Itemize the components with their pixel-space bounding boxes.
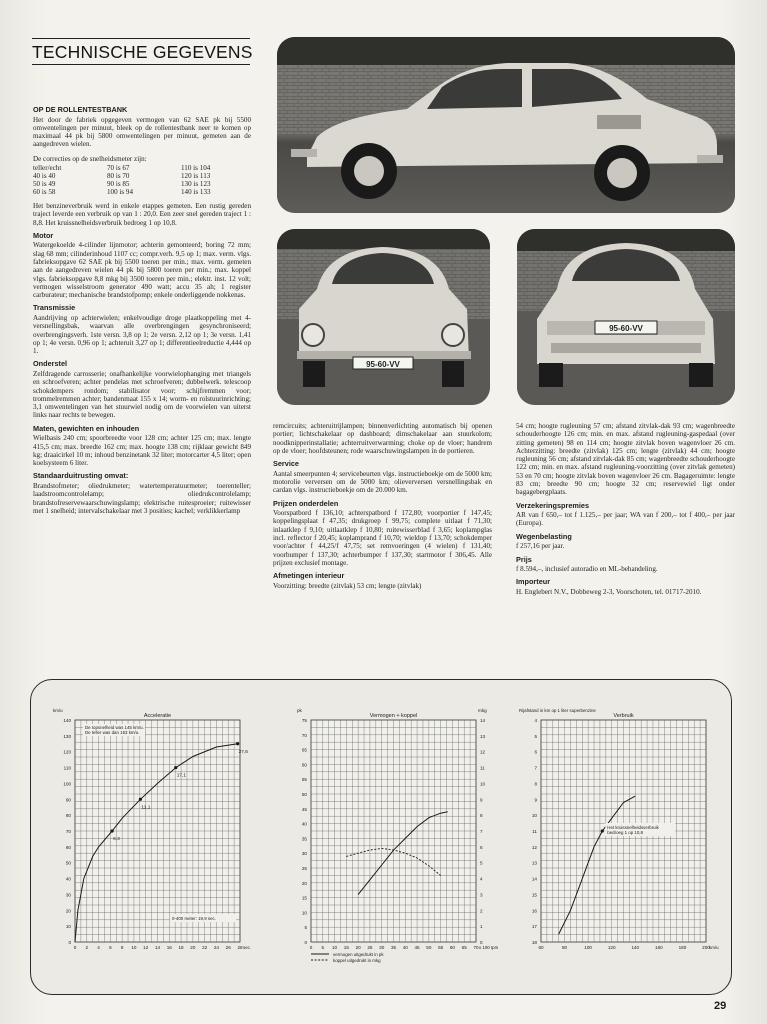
section-text: remcircuits; achteruitrijlampen; binnenverlichting automatisch bij openen portier; lichtschakelaar op dashboard; dimschakelaar aan stuurkolom; noodknipperinstallatie; achterruitverwarming; choke op de vloer; handrem op de vloer; hoofdsteunen; rode waarschuwingslampen in de portieren. <box>273 422 492 455</box>
y-tick-label: 16 <box>531 908 537 914</box>
x-tick-label: 0 <box>309 945 313 950</box>
section-heading: Afmetingen interieur <box>273 571 345 581</box>
y2-tick-label: 10 <box>480 781 486 787</box>
y-tick-label: 50 <box>65 860 71 866</box>
y-tick-label: 130 <box>63 733 71 739</box>
section-text: Watergekoelde 4-cilinder lijnmotor; achterin gemonteerd; boring 72 mm; slag 68 mm; cilinderinhoud 1107 cc; compr.verh. 9,5 op 1; max. verm. vlgs. fabrieksopgave 62 SAE pk bij 5500 toeren per min.; max. verm. gemeten aan de aangedreven wielen 44 pk bij 5800 toeren per min.; max. koppel vlgs. fabrieksopgave 8,8 mkg bij 3500 toeren per min.; elektr. inst. 12 volt; vermogen wisselstroom generator 490 watt; accu 35 ah; 1 register carburateur; mechanische brandstofpomp; enkele onderliggende nokkenas. <box>33 241 251 300</box>
y-tick-label: 40 <box>65 876 71 882</box>
point-label: 11,1 <box>141 805 151 811</box>
x-tick-label: 16 <box>166 945 172 950</box>
x-tick-label: 60 <box>538 945 544 950</box>
x-tick-label: 6 <box>109 945 112 950</box>
x-tick-label: 20 <box>355 945 361 950</box>
y-tick-label: 0 <box>304 940 307 945</box>
y-tick-label: 5 <box>304 925 307 931</box>
y-tick-label: 5 <box>534 733 537 739</box>
y-tick-label: 20 <box>301 880 307 886</box>
section-text: 54 cm; hoogte rugleuning 57 cm; afstand zitvlak-dak 93 cm; wagenbreedte schouderhoogte 126 cm; min. en max. afstand rugleuning-gaspedaal (over zitting gemeten) 98 en 114 cm; hoogte zitvlak boven wagenvloer 26 cm. Achterzitting: breedte (zitvlak) 125 cm; lengte (zitvlak) 44 cm; hoogte rugleuning 56 cm; afstand zitvlak-dak 85 cm; wagenbreedte schouderhoogte 122 cm; min. en max. afstand rugleuning-voorzitting (over zitvlak gemeten) 53 en 70 cm; hoogte zitvlak boven wagenvloer 26 cm. Bagageruimte: lengte 83 cm; breedte 90 cm; hoogte 32 cm; reservewiel ligt onder bagagebergplaats. <box>516 422 735 497</box>
consumption-chart-svg <box>501 698 723 974</box>
data-point <box>174 766 177 769</box>
text-column-1 <box>33 101 251 515</box>
legend-label-power: vermogen uitgedrukt in pk <box>333 952 384 957</box>
correction-cell: 100 is 94 <box>107 187 134 196</box>
y-tick-label: 15 <box>531 892 537 898</box>
point-label: 6,3 <box>113 837 120 842</box>
data-point <box>601 829 604 832</box>
y-tick-label: 110 <box>63 765 71 771</box>
page-title: TECHNISCHE GEGEVENS <box>32 38 250 65</box>
correction-cell: 90 is 85 <box>107 179 130 188</box>
section-heading: Standaarduitrusting omvat: <box>33 471 129 481</box>
y2-tick-label: 0 <box>480 940 483 945</box>
correction-cell: 110 is 104 <box>181 163 211 172</box>
x-tick-label: 100 <box>584 945 592 950</box>
x-tick-label: 70 <box>473 945 479 950</box>
section-text: Aandrijving op achterwielen; enkelvoudige droge plaatkoppeling met 4-versnellingsbak, waarvan alle overbrengingen gesynchroniseerd; overbrengingsverh. 1ste versn. 3,8 op 1; 2e versn. 2,12 op 1; 3e versn. 1,41 op 1; 4e versn. 0,96 op 1; achteruit 3,27 op 1; differentieelreductie 4,444 op 1. <box>33 313 251 356</box>
section-heading: Wegenbelasting <box>516 531 572 541</box>
x-tick-label: 20 <box>190 945 196 950</box>
car-rear-photo <box>517 229 735 405</box>
x-tick-label: 180 <box>678 945 687 950</box>
section-heading: Importeur <box>516 577 551 587</box>
y2-tick-label: 9 <box>480 797 483 803</box>
y-tick-label: 30 <box>301 851 307 857</box>
y2-tick-label: 7 <box>480 829 483 834</box>
legend-label-torque: koppel uitgedrukt in mkg <box>333 958 381 963</box>
y2-tick-label: 2 <box>480 908 483 914</box>
x-tick-label: 55 <box>438 945 444 950</box>
y-tick-label: 9 <box>534 797 537 803</box>
x-tick-label: 5 <box>321 945 325 950</box>
x-tick-label: 12 <box>143 945 149 950</box>
y2-tick-label: 3 <box>480 892 483 898</box>
section-heading: Onderstel <box>33 359 68 369</box>
correction-cell: 70 is 67 <box>107 163 130 172</box>
y-tick-label: 120 <box>63 749 71 755</box>
y-tick-label: 7 <box>534 765 537 771</box>
y-tick-label: 75 <box>301 718 307 723</box>
x-tick-label: 40 <box>402 945 408 950</box>
correction-cell: 60 is 58 <box>33 187 56 196</box>
y-tick-label: 10 <box>301 910 307 916</box>
correction-cell: 50 is 49 <box>33 179 56 188</box>
section-text: f 257,16 per jaar. <box>516 542 565 551</box>
data-point <box>139 798 142 801</box>
x-tick-label: 4 <box>97 945 100 950</box>
y-tick-label: 35 <box>301 836 307 842</box>
data-point <box>111 829 114 832</box>
y-tick-label: 6 <box>534 749 537 755</box>
correction-cell: 80 is 70 <box>107 171 130 180</box>
y-tick-label: 80 <box>65 813 71 819</box>
x-tick-label: 65 <box>461 945 467 950</box>
y2-tick-label: 4 <box>480 876 483 882</box>
performance-charts-panel <box>30 679 732 995</box>
y-tick-label: 14 <box>531 876 537 882</box>
x-tick-label: 140 <box>631 945 640 950</box>
annotation: bedroeg 1 op 10,8 <box>607 830 643 835</box>
y2-axis-unit: mkg <box>478 708 487 713</box>
intro-text: Het door de fabriek opgegeven vermogen van 62 SAE pk bij 5500 omwentelingen per minuut, bleek op de rollentestbank neer te komen op maximaal 44 pk bij 5800 omwentelingen per minuut, gemeten aan de aangedreven wielen. <box>33 115 251 149</box>
page-number: 29 <box>714 1000 727 1012</box>
x-tick-label: 14 <box>154 945 161 950</box>
x-axis-unit: km/u <box>709 945 719 950</box>
annotation: De topsnelheid was 145 km/u. <box>85 725 144 730</box>
y-tick-label: 18 <box>531 940 537 945</box>
section-heading: Maten, gewichten en inhouden <box>33 423 140 433</box>
section-heading: Motor <box>33 230 54 240</box>
x-tick-label: 15 <box>343 945 349 950</box>
x-tick-label: 8 <box>120 945 124 950</box>
y-tick-label: 12 <box>531 844 537 850</box>
correction-cell: 120 is 113 <box>181 171 211 180</box>
y-tick-label: 65 <box>301 747 307 753</box>
correction-cell: 40 is 40 <box>33 171 56 180</box>
y-tick-label: 10 <box>531 813 537 819</box>
front-license-plate: 95-60-VV <box>366 360 400 369</box>
y2-tick-label: 6 <box>480 844 483 850</box>
y-tick-label: 17 <box>531 924 537 930</box>
y-tick-label: 25 <box>301 866 307 871</box>
acceleration-chart <box>35 698 261 979</box>
y-tick-label: 8 <box>534 781 537 787</box>
x-tick-label: 160 <box>655 945 663 950</box>
point-label: 17,1 <box>176 773 187 779</box>
y-tick-label: 140 <box>63 718 71 723</box>
text-column-3 <box>516 422 735 596</box>
y2-tick-label: 14 <box>480 718 486 723</box>
x-tick-label: 10 <box>131 945 137 950</box>
point-label: 27,6 <box>238 749 248 755</box>
x-axis-unit: x 100 tpm <box>479 945 499 950</box>
section-text: H. Englebert N.V., Dobbeweg 2-3, Voorschoten, tel. 01717-2010. <box>516 587 702 596</box>
x-tick-label: 18 <box>178 945 184 950</box>
section-text: AR van f 650,– tot f 1.125,– per jaar; WA van f 200,– tot f 400,– per jaar (Europa). <box>516 511 735 528</box>
corrections-header: teller/echt <box>33 163 62 172</box>
corrections-table <box>33 164 251 196</box>
section-text: Voorspatbord f 136,10; achterspatbord f 172,80; voorportier f 147,45; koppelingsplaat f 47,35; drukgroep f 99,75; complete uitlaat f 71,30; inlaatklep f 9,10; uitlaatklep f 10,80; ruitewisserblad f 3,65; koplampglas incl. reflector f 20,45; koplamprand f 10,70; wieldop f 13,70; schokdemper voor/achter f 44,25/f 47,75; set remvoeringen (4 wielen) f 131,40; voorbumper f 137,30; achterbumper f 137,30; startmotor f 306,45. Alle prijzen exclusief montage. <box>273 509 492 567</box>
y2-tick-label: 13 <box>480 733 486 739</box>
fuel-text: Het benzineverbruik werd in enkele etappes gemeten. Een rustig gereden traject leverde een verbruik op van 1 : 20,0. Een zeer snel gereden traject 1 : 8,8. Het kruissnelheidsverbruik bedroeg 1 op 10,8. <box>33 201 251 227</box>
y-tick-label: 60 <box>65 844 71 850</box>
annotation: 0-400 meter: 19,9 sec. <box>172 916 216 921</box>
x-tick-label: 50 <box>426 945 432 950</box>
section-heading: Verzekeringspremies <box>516 500 590 510</box>
x-tick-label: 30 <box>379 945 385 950</box>
x-tick-label: 60 <box>449 945 455 950</box>
car-side-photo <box>277 37 735 213</box>
y-axis-unit: pk <box>297 708 302 713</box>
y-tick-label: 70 <box>65 829 71 834</box>
y2-tick-label: 12 <box>480 749 486 755</box>
y-tick-label: 20 <box>65 908 71 914</box>
corrections-title: De correcties op de snelheidsmeter zijn: <box>33 154 147 163</box>
y-tick-label: 60 <box>301 762 307 768</box>
chart-title: Vermogen + koppel <box>369 713 418 719</box>
car-front-photo <box>277 229 490 405</box>
x-tick-label: 200 <box>702 945 710 950</box>
y2-tick-label: 1 <box>480 924 483 930</box>
y-axis-unit: km/u <box>53 708 63 713</box>
section-text: Brandstofmeter; oliedrukmeter; watertemperatuurmeter; toerenteller; laadstroomcontrolelamp; oliedrukcontrolelamp; brandstofreservewaarschuwingslamp; elektrische ruitesproeier; ruitewisser met 1 snelheid; intervalschakelaar met 3 posities; kachel; verklikkerlamp <box>33 481 251 515</box>
section-heading: Prijs <box>516 554 532 564</box>
power-torque-chart <box>271 698 499 979</box>
power-torque-chart-svg <box>271 698 499 974</box>
section-text: f 8.594,–, inclusief autoradio en ML-behandeling. <box>516 565 658 574</box>
x-tick-label: 26 <box>225 945 231 950</box>
y-tick-label: 70 <box>301 732 307 738</box>
y2-tick-label: 8 <box>480 813 483 819</box>
section-heading: Service <box>273 459 299 469</box>
y-tick-label: 40 <box>301 821 307 827</box>
y-tick-label: 4 <box>534 718 537 723</box>
y2-tick-label: 5 <box>480 860 483 866</box>
y-tick-label: 0 <box>68 940 71 945</box>
annotation: De teller was dan 153 km/u. <box>85 730 140 735</box>
section-text: Zelfdragende carrosserie; onafhankelijke voorwielophanging met triangels en schroefveren; achter pendelas met schroefveren; dubbelwerk. telescoop schokdempers rondom; stabilisator voor; schijfremmen voor; trommelremmen achter; bandenmaat 155 x 14; worm- en rolstuurinrichting; 3,1 omwentelingen van het stuurwiel nodig om de voorwielen van uiterst links naar rechts te bewegen. <box>33 369 251 420</box>
correction-cell: 130 is 123 <box>181 179 211 188</box>
x-tick-label: 35 <box>390 945 397 950</box>
x-tick-label: 22 <box>202 945 208 950</box>
section-heading: Prijzen onderdelen <box>273 498 339 508</box>
data-point <box>236 742 239 745</box>
correction-cell: 140 is 133 <box>181 187 211 196</box>
acceleration-chart-svg <box>35 698 261 974</box>
section-text: Voorzitting: breedte (zitvlak) 53 cm; lengte (zitvlak) <box>273 581 422 590</box>
section-text: Aantal smeerpunten 4; servicebeurten vlgs. instructieboekje om de 5000 km; motorolie verversen om de 5000 km; olieverversen versnellingsbak en cardan vlgs. instructieboekje om de 20.000 km. <box>273 469 492 495</box>
y-tick-label: 90 <box>65 797 71 803</box>
section-text: Wielbasis 240 cm; spoorbreedte voor 128 cm; achter 125 cm; max. lengte 415,5 cm; max. breedte 162 cm; max. hoogte 138 cm; rijklaar gewicht 849 kg; draaicirkel 10 m; inhoud benzinetank 32 liter; motorcarter 4,5 liter; open koelsysteem 6 liter. <box>33 434 251 468</box>
y-tick-label: 55 <box>301 777 307 783</box>
rear-license-plate: 95-60-VV <box>609 324 643 333</box>
y-tick-label: 50 <box>301 792 307 797</box>
section-heading: Transmissie <box>33 303 76 313</box>
chart-title: Acceleratie <box>143 713 172 719</box>
x-tick-label: 0 <box>73 945 77 950</box>
x-tick-label: 45 <box>414 945 420 950</box>
y2-tick-label: 11 <box>480 765 485 771</box>
consumption-chart <box>501 698 723 979</box>
chart-title: Verbruik <box>613 713 634 719</box>
x-tick-label: 25 <box>367 945 373 950</box>
text-column-2 <box>273 422 492 590</box>
x-tick-label: 80 <box>562 945 568 950</box>
y-tick-label: 45 <box>301 806 307 812</box>
section-heading: OP DE ROLLENTESTBANK <box>33 105 128 114</box>
x-tick-label: 28 <box>237 945 243 950</box>
x-tick-label: 120 <box>607 945 616 950</box>
y-tick-label: 100 <box>63 781 71 787</box>
x-tick-label: 2 <box>85 945 89 950</box>
y-axis-unit: Rijafstand in km op 1 liter superbenzine <box>519 708 596 713</box>
annotation: Het kruissnelheidsverbruik <box>607 825 659 830</box>
x-axis-unit: sec. <box>243 945 252 950</box>
x-tick-label: 10 <box>332 945 338 950</box>
y-tick-label: 13 <box>531 860 537 866</box>
y-tick-label: 11 <box>532 829 537 834</box>
y-tick-label: 30 <box>65 892 71 898</box>
x-tick-label: 24 <box>213 945 219 950</box>
y-tick-label: 15 <box>301 895 307 901</box>
y-tick-label: 10 <box>65 924 71 930</box>
